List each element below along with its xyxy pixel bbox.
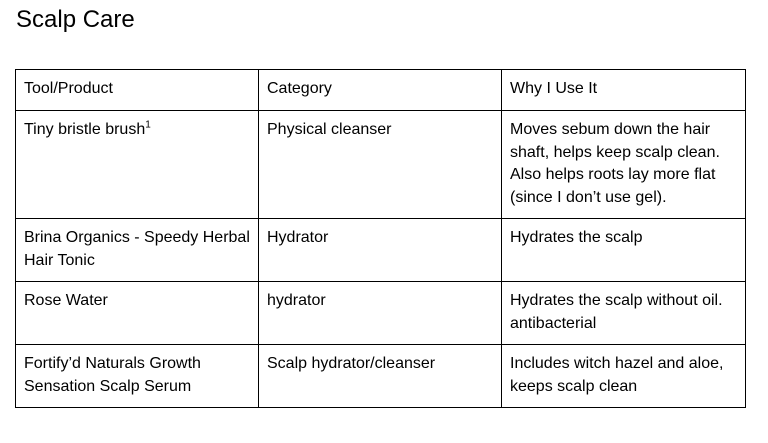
document-title: Scalp Care — [16, 6, 135, 33]
reason-cell: Hydrates the scalp — [502, 219, 746, 282]
reason-cell: Moves sebum down the hair shaft, helps keep scalp clean. Also helps roots lay more flat (since I don’t use gel). — [502, 111, 746, 219]
header-why-i-use-it: Why I Use It — [502, 70, 746, 111]
scalp-care-table — [15, 69, 746, 408]
reason-cell: Hydrates the scalp without oil. antibacterial — [502, 282, 746, 345]
table-row — [16, 345, 746, 408]
product-name: Tiny bristle brush — [24, 121, 146, 138]
footnote-marker[interactable]: 1 — [145, 119, 151, 131]
table-row — [16, 219, 746, 282]
product-cell: Fortify’d Naturals Growth Sensation Scalp Serum — [16, 345, 259, 408]
category-cell: Hydrator — [259, 219, 502, 282]
product-cell — [16, 111, 259, 219]
category-cell: Physical cleanser — [259, 111, 502, 219]
category-cell: Scalp hydrator/cleanser — [259, 345, 502, 408]
product-cell: Rose Water — [16, 282, 259, 345]
header-category: Category — [259, 70, 502, 111]
header-tool-product: Tool/Product — [16, 70, 259, 111]
table-header-row — [16, 70, 746, 111]
category-cell: hydrator — [259, 282, 502, 345]
product-cell: Brina Organics - Speedy Herbal Hair Tonic — [16, 219, 259, 282]
reason-cell: Includes witch hazel and aloe, keeps scalp clean — [502, 345, 746, 408]
table-row — [16, 111, 746, 219]
table-row — [16, 282, 746, 345]
